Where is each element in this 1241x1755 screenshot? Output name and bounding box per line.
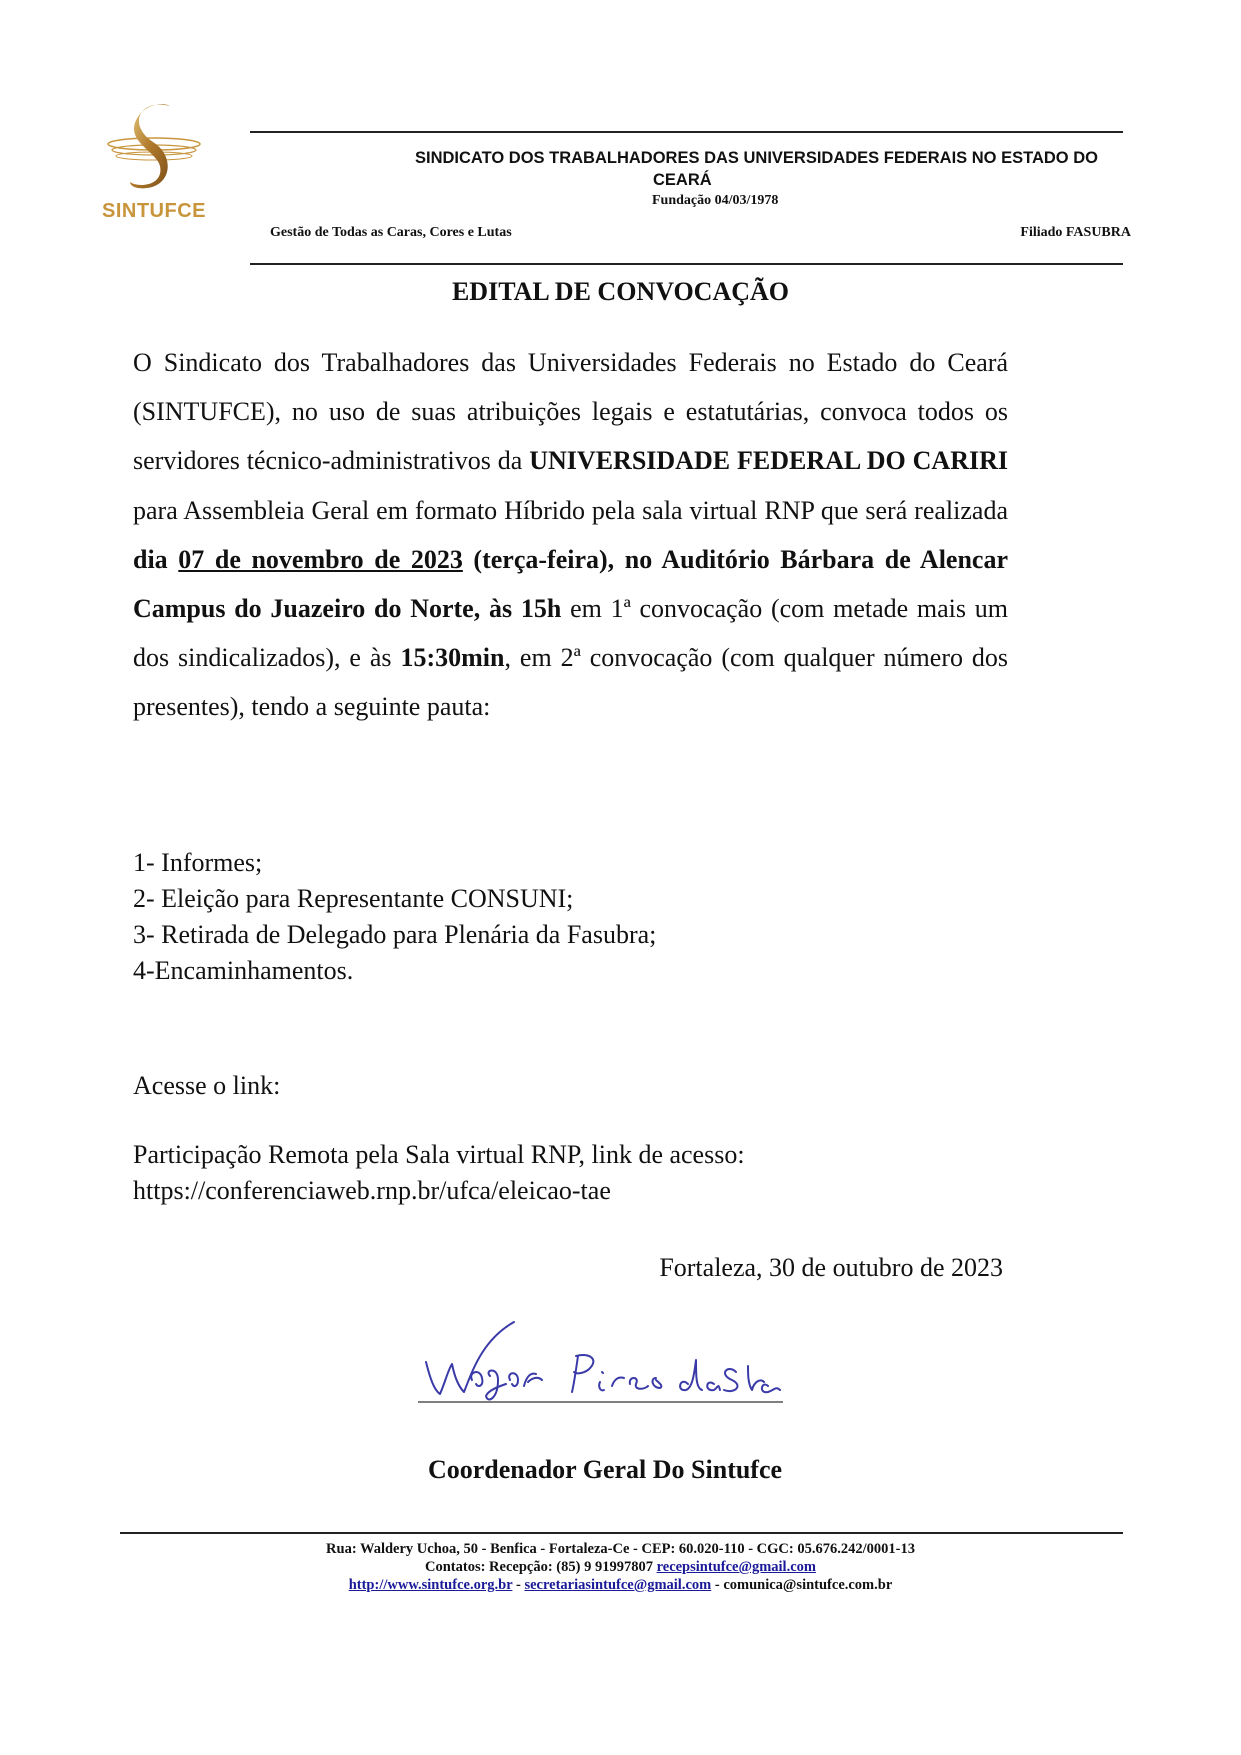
access-label: Acesse o link: [133,1071,281,1100]
paragraph-mid: para Assembleia Geral em formato Híbrido pela sala virtual RNP que será realizada [133,495,1008,525]
organization-name [415,147,1135,191]
remote-label: Participação Remota pela Sala virtual RNP, link de acesso: [133,1140,745,1169]
foundation-date: Fundação 04/03/1978 [652,193,779,208]
footer-links-line [0,1576,1241,1594]
agenda-item: 1- Informes; [133,848,263,877]
logo-wordmark: SINTUFCE [102,200,206,222]
affiliation: Filiado FASUBRA [1020,225,1131,240]
org-name-line1: SINDICATO DOS TRABALHADORES DAS UNIVERSIDADES FEDERAIS NO ESTADO DO [415,149,1098,167]
footer-separator: - [711,1577,724,1593]
footer-address: Rua: Waldery Uchoa, 50 - Benfica - Fortaleza-Ce - CEP: 60.020-110 - CGC: 05.676.242/0001-13 [326,1541,915,1557]
agenda-item: 2- Eleição para Representante CONSUNI; [133,884,574,913]
remote-participation [133,1137,745,1209]
meeting-place-time: (terça-feira), no Auditório Bárbara de Alencar Campus do Juazeiro do Norte, às 15h [133,544,1008,624]
reception-email-link[interactable]: recepsintufce@gmail.com [656,1559,816,1575]
second-call-time: 15:30min [400,643,505,673]
agenda-item: 3- Retirada de Delegado para Plenária da Fasubra; [133,920,657,949]
footer-phone-line [0,1558,1241,1576]
signer-title: Coordenador Geral Do Sintufce [427,1455,783,1484]
agenda-list [133,845,656,989]
header-bottom-rule [250,263,1123,265]
paragraph-intro: O Sindicato dos Trabalhadores das Universidades Federais no Estado do Ceará (SINTUFCE), no uso de suas atribuições legais e estatutárias, convoca todos os servidores técnico-administrativos da [133,348,1008,476]
convocation-paragraph [133,338,1008,732]
remote-link[interactable]: https://conferenciaweb.rnp.br/ufca/eleicao-tae [133,1176,611,1205]
document-title: EDITAL DE CONVOCAÇÃO [451,277,790,306]
footer-separator: - [512,1577,525,1593]
first-call-text: em 1ª convocação (com metade mais um dos sindicalizados), e às [133,594,1008,673]
administration-motto: Gestão de Todas as Caras, Cores e Lutas [270,225,512,240]
agenda-item: 4-Encaminhamentos. [133,956,354,985]
footer-rule [120,1532,1123,1534]
header-top-rule [250,131,1123,133]
secretary-email-link[interactable]: secretariasintufce@gmail.com [524,1577,712,1593]
university-name: UNIVERSIDADE FEDERAL DO CARIRI [529,446,1008,476]
footer-contacts [0,1540,1241,1594]
logo-s-emblem-icon [98,96,210,200]
footer-phone: Contatos: Recepção: (85) 9 91997807 [425,1559,653,1575]
website-link[interactable]: http://www.sintufce.org.br [348,1577,513,1593]
second-call-text: , em 2ª convocação (com qualquer número dos presentes), tendo a seguinte pauta: [133,643,1009,722]
sintufce-logo [98,96,210,236]
org-name-line2: CEARÁ [653,171,712,189]
place-and-date: Fortaleza, 30 de outubro de 2023 [659,1253,1003,1282]
meeting-date-value: 07 de novembro de 2023 [178,544,463,574]
handwritten-signature [418,1300,788,1410]
communications-email: comunica@sintufce.com.br [723,1577,893,1593]
meeting-date-prefix: dia [133,544,168,574]
